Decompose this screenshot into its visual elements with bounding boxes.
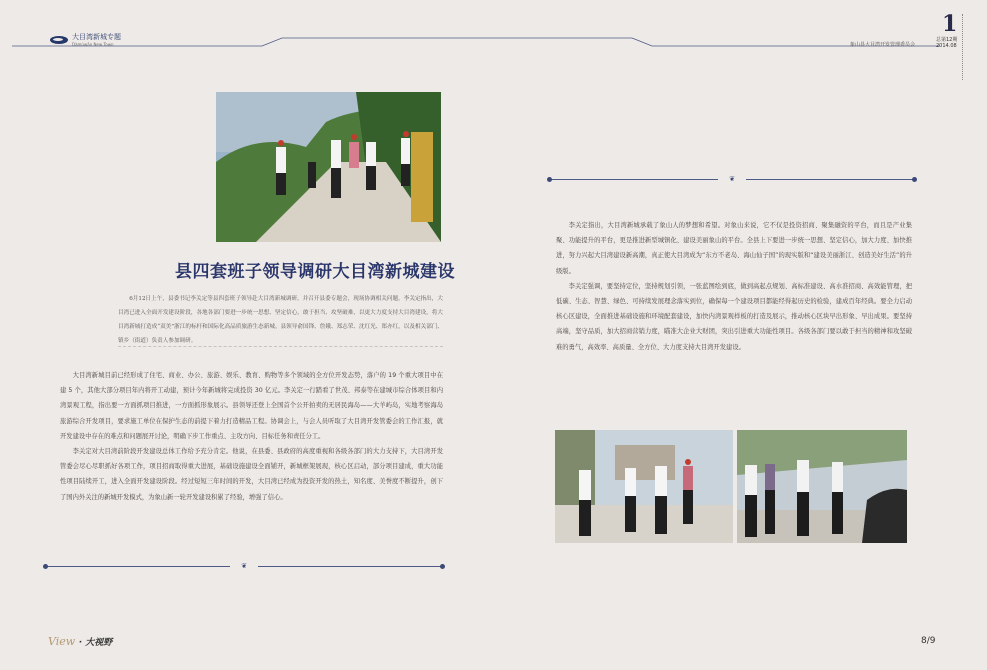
header-publisher: 象山县大目湾开发管理委员会 <box>850 42 916 48</box>
article-body-right <box>556 218 912 355</box>
page-number: 8/9 <box>921 636 936 646</box>
body-paragraph: 李关定强调，要坚持定位，坚持规划引领，一张蓝图绘到底，做到高起点规划、高标准建设、高水准招商、高效能管理，把低碳、生态、智慧、绿色、可持续发展理念落实到位，确保每一个建设项目都能经得起历史的检验，建成百年经典。要全力启动核心区建设，全面推进基础设施和环境配套建设，加快内湾景观样板的打造及展示，推动核心区块早出形象、早出成果。要坚持高端，坚守品质，加大招商营销力度，瞄准大企业大财团，突出引进重大功能性项目。各级各部门要以敢于担当的精神和攻坚破难的勇气，高效率、高质量、全方位、大力度支持大目湾开发建设。 <box>556 282 912 351</box>
article-title: 县四套班子领导调研大目湾新城建设 <box>175 262 455 282</box>
divider-left <box>45 562 443 572</box>
photo-bottom-left <box>555 430 733 543</box>
lead-rule <box>118 346 443 347</box>
footer-brand <box>48 635 112 648</box>
footer-brand-zh: · 大视野 <box>78 638 113 648</box>
article-lead: 6月12日上午，县委书记李关定等县四套班子领导赴大目湾新城调研，并召开县委专题会，现场协调相关问题。李关定指出，大目湾已进入全面开发建设阶段，各地各部门要进一步统一思想、坚定信心，敢于担当、攻坚破难，以更大力度支持大目湾建设，将大目湾新城打造成“双美”浙江的标杆和国际化高品质旅游生态新城。县领导俞国锋、詹娥、郑志荣、沈红光、郑亦红，以及相关部门、镇乡（街道）负责人参加调研。 <box>118 296 443 344</box>
header-rule <box>12 36 962 48</box>
logo-subtext: Dàmùwān New Town <box>72 42 114 47</box>
footer-brand-en: View <box>48 635 76 648</box>
logo-text: 大目湾新城专题 <box>72 33 121 41</box>
photo-bottom-right <box>737 430 907 543</box>
article-body-left <box>60 368 443 505</box>
ornament-icon: ❦ <box>718 175 746 184</box>
body-paragraph: 大目湾新城目前已经形成了住宅、商业、办公、旅游、娱乐、教育、购物等多个领域的全方位开发态势，落户的 19 个重大项目中在建 5 个，其他大部分项目年内将开工动建，预计今年新城将完成投资 30 亿元。李关定一行踏看了世茂、邦泰等在建城市综合体项目和内湾景观工程，指出要一方面抓项目推进，一方面抓形象展示。县领导还登上全国首个公开拍卖的无居民海岛——大羊屿岛，实地考察海岛旅游综合开发项目，要求施工单位在保护生态的前提下着力打造精品工程。协调会上，与会人员听取了大目湾开发管委会的工作汇报，就开发建设中存在的难点和问题展开讨论，明确下步工作重点、主攻方向、目标任务和责任分工。 <box>60 372 443 440</box>
header-vertical-rule <box>962 14 965 80</box>
body-paragraph: 李关定指出，大目湾新城承载了象山人的梦想和希望。对象山来说，它不仅是投资招商、聚集融资的平台，而且是产业集聚、功能提升的平台，更是推进新型城镇化、建设美丽象山的平台。全县上下要进一步统一思想、坚定信心，加大力度、加快推进，努力兴起大目湾建设新高潮，真正使大目湾成为“东方不老岛、海山仙子国”的现实版和“建设美丽浙江、创造美好生活”的升级版。 <box>556 222 912 275</box>
issue-number: 1 <box>942 11 958 37</box>
ornament-icon: ❦ <box>230 562 258 571</box>
body-paragraph: 李关定对大目湾前阶段开发建设总体工作给予充分肯定。他说，在县委、县政府的高度重视和各级各部门的大力支持下，大目湾开发管委会尽心尽职抓好各项工作，项目招商取得重大进展，基础设施建设全面铺开，新城框架展现，核心区启动，部分项目建成，重大功能性项目陆续开工，进入全面开发建设阶段。经过短短三年时间的开发，大目湾已经成为投资开发的热土，知名度、美誉度不断提升，创下了国内外关注的新城开发模式，为象山新一轮开发建设积累了经验，增强了信心。 <box>60 448 443 501</box>
divider-right <box>549 175 915 185</box>
issue-date: 2014.08 <box>936 43 957 49</box>
main-photo <box>216 92 441 242</box>
issue-label: 总第12期 <box>936 37 958 43</box>
